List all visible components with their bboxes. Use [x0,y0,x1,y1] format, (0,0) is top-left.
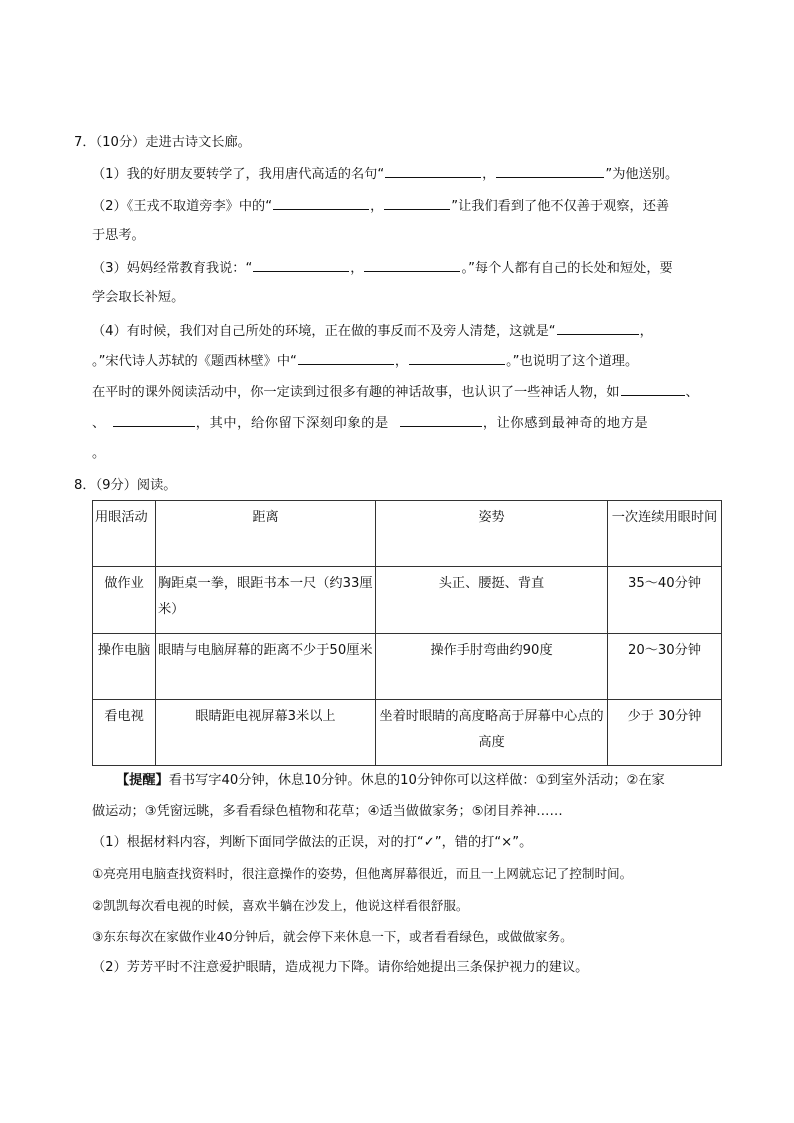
q7-p2-text-b: ， [370,199,384,214]
table-header-cell: 姿势 [376,501,608,567]
q7-part2 [92,196,669,217]
q7-p1-text-a: （1）我的好朋友要转学了，我用唐代高适的名句“ [92,167,385,182]
table-cell: 20～30分钟 [608,634,722,700]
table-cell: 操作手肘弯曲约90度 [376,634,608,700]
table-cell: 少于 30分钟 [608,700,722,766]
q7-p5-text-b: 、 [685,385,699,400]
q7-p2-text-a: （2）《王戎不取道旁李》中的“ [92,199,273,214]
table-cell: 坐着时眼睛的高度略高于屏幕中心点的高度 [376,700,608,766]
tip-line-2 [92,802,563,822]
q7-p3-text-d: 学会取长补短。 [92,290,185,305]
answer-blank[interactable] [385,164,481,178]
answer-blank[interactable] [273,196,369,210]
q7-p2-text-c: ”让我们看到了他不仅善于观察，还善 [451,199,670,214]
table-header-cell: 一次连续用眼时间 [608,501,722,567]
q7-part3-cont [92,288,184,308]
q8-sub2 [92,958,588,978]
table-cell: 头正、腰挺、背直 [376,567,608,634]
q7-part5-cont [92,413,648,434]
q8-sub1-item3 [92,927,573,947]
q7-p4-text-d: ， [394,354,409,369]
q7-p1-text-c: ”为他送别。 [605,167,679,182]
table-cell: 操作电脑 [93,634,156,700]
table-cell: 眼睛与电脑屏幕的距离不少于50厘米 [156,634,376,700]
table-header-row [93,501,722,567]
answer-blank[interactable] [621,382,685,396]
q7-p5-text-c: 、 [92,416,106,431]
table-row [93,634,722,700]
tip-text-1: 看书写字40分钟，休息10分钟。休息的10分钟你可以这样做：①到室外活动；②在家 [168,773,665,788]
q7-p4-text-e: 。”也说明了这个道理。 [506,354,639,369]
q8-sub1-item2-text: ②凯凯每次看电视的时候，喜欢半躺在沙发上，他说这样看很舒服。 [92,898,469,913]
answer-blank[interactable] [409,351,505,365]
q7-p4-text-c: 。”宋代诗人苏轼的《题西林壁》中“ [92,354,297,369]
q7-header-text: 7．（10分）走进古诗文长廊。 [74,135,251,150]
q8-sub1-item1-text: ①亮亮用电脑查找资料时，很注意操作的姿势，但他离屏幕很近，而且一上网就忘记了控制时间。 [92,866,633,881]
q7-part4 [92,321,653,342]
q7-header [74,133,251,153]
table-cell: 35～40分钟 [608,567,722,634]
table-row [93,700,722,766]
answer-blank[interactable] [557,321,639,335]
eye-use-table [92,500,722,766]
q8-sub1 [92,833,532,853]
q7-p3-text-b: ， [350,261,364,276]
table-header-cell: 用眼活动 [93,501,156,567]
q7-part4-cont [92,351,638,372]
q8-header [74,476,177,496]
answer-blank[interactable] [113,413,195,427]
tip-line-1 [116,771,665,791]
q7-p5-text-e: ，让你感到最神奇的地方是 [482,416,649,431]
q7-part2-cont [92,226,145,246]
tip-heading: 【提醒】 [116,773,169,788]
answer-blank[interactable] [253,258,349,272]
q8-sub1-item3-text: ③东东每次在家做作业40分钟后，就会停下来休息一下，或者看看绿色，或做做家务。 [92,929,573,944]
q7-part1 [92,164,678,185]
q7-part5 [92,382,699,403]
table-cell: 做作业 [93,567,156,634]
q7-p3-text-a: （3）妈妈经常教育我说：“ [92,261,253,276]
q7-part3 [92,258,673,279]
table-cell: 眼睛距电视屏幕3米以上 [156,700,376,766]
q7-p2-text-d: 于思考。 [92,228,145,243]
q7-part5-end [92,444,105,464]
q7-p1-text-b: ， [482,167,496,182]
q7-p4-text-b: ， [639,324,653,339]
q7-p5-text-d: ，其中，给你留下深刻印象的是 [195,416,389,431]
table-cell: 胸距桌一拳，眼距书本一尺（约33厘米） [156,567,376,634]
q7-p4-text-a: （4）有时候，我们对自己所处的环境，正在做的事反而不及旁人清楚，这就是“ [92,324,556,339]
q8-sub1-item1 [92,864,632,884]
answer-blank[interactable] [364,258,460,272]
answer-blank[interactable] [496,164,604,178]
table-row [93,567,722,634]
q8-sub1-item2 [92,896,469,916]
q8-sub1-text: （1）根据材料内容，判断下面同学做法的正误，对的打“✓”，错的打“×”。 [92,835,533,850]
table-cell: 看电视 [93,700,156,766]
answer-blank[interactable] [298,351,394,365]
q7-p3-text-c: 。”每个人都有自己的长处和短处，要 [461,261,673,276]
q7-p5-text-a: 在平时的课外阅读活动中，你一定读到过很多有趣的神话故事，也认识了一些神话人物，如 [92,385,620,400]
tip-text-2: 做运动；③凭窗远眺，多看看绿色植物和花草；④适当做做家务；⑤闭目养神…… [92,804,563,819]
q8-header-text: 8．（9分）阅读。 [74,478,177,493]
answer-blank[interactable] [384,196,450,210]
table-header-cell: 距离 [156,501,376,567]
answer-blank[interactable] [400,413,482,427]
q8-sub2-text: （2）芳芳平时不注意爱护眼睛，造成视力下降。请你给她提出三条保护视力的建议。 [92,960,589,975]
q7-p5-text-f: 。 [92,446,106,461]
